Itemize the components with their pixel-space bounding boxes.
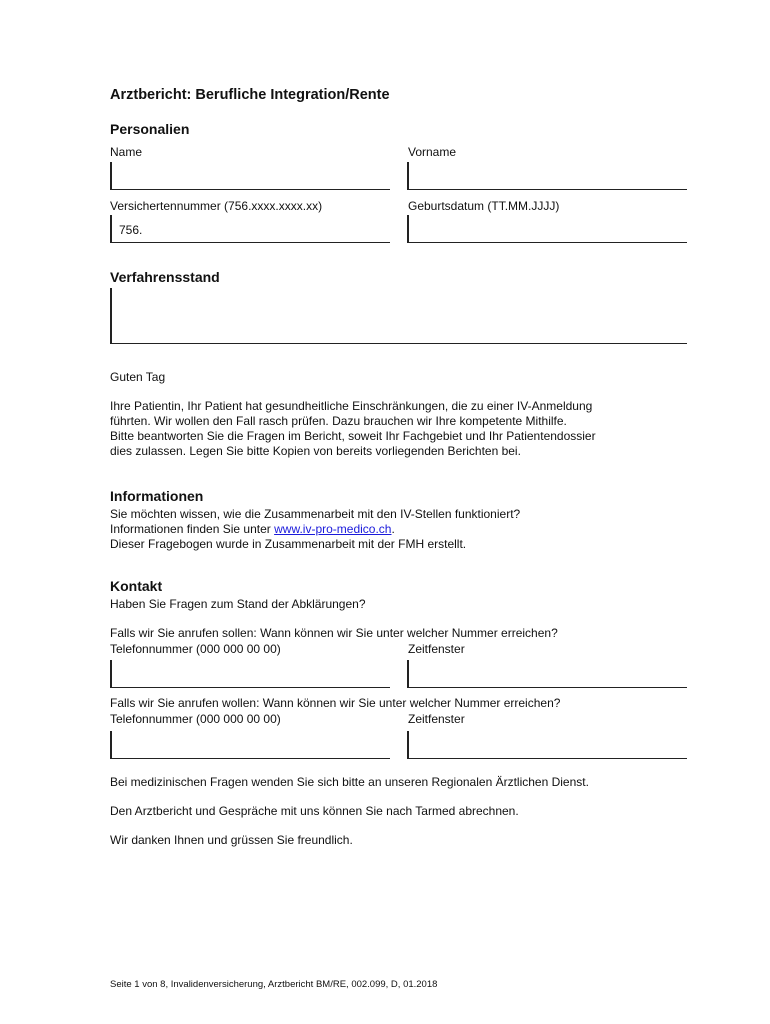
closing-line-thanks: Wir danken Ihnen und grüssen Sie freundlich. — [110, 833, 353, 847]
verfahrensstand-field[interactable] — [110, 288, 687, 344]
telefon-field-2[interactable] — [110, 731, 390, 759]
name-field[interactable] — [110, 162, 390, 190]
vorname-field[interactable] — [407, 162, 687, 190]
section-heading-personalien: Personalien — [110, 121, 190, 137]
versichertennummer-label: Versichertennummer (756.xxxx.xxxx.xx) — [110, 199, 323, 213]
versichertennummer-field[interactable] — [110, 215, 390, 243]
info-link-suffix: . — [391, 522, 395, 536]
closing-line-tarmed: Den Arztbericht und Gespräche mit uns können Sie nach Tarmed abrechnen. — [110, 804, 519, 818]
intro-line: Bitte beantworten Sie die Fragen im Bericht, soweit Ihr Fachgebiet und Ihr Patientendossier — [110, 429, 596, 443]
greeting: Guten Tag — [110, 370, 166, 384]
intro-line: Ihre Patientin, Ihr Patient hat gesundheitliche Einschränkungen, die zu einer IV-Anmeldung — [110, 399, 593, 413]
zeitfenster-field-2[interactable] — [407, 731, 687, 759]
zeitfenster-field-1[interactable] — [407, 660, 687, 688]
intro-paragraph — [110, 399, 596, 459]
iv-pro-medico-link[interactable]: www.iv-pro-medico.ch — [274, 522, 392, 536]
call-sollen-text: Falls wir Sie anrufen sollen: Wann können wir Sie unter welcher Nummer erreichen? — [110, 626, 558, 640]
name-label: Name — [110, 145, 143, 159]
intro-line: dies zulassen. Legen Sie bitte Kopien von bereits vorliegenden Berichten bei. — [110, 444, 521, 458]
page-title: Arztbericht: Berufliche Integration/Rente — [110, 87, 390, 103]
info-link-prefix: Informationen finden Sie unter — [110, 522, 275, 536]
section-heading-verfahrensstand: Verfahrensstand — [110, 269, 220, 285]
zeitfenster-label-2: Zeitfenster — [408, 712, 465, 726]
info-line: Dieser Fragebogen wurde in Zusammenarbeit mit der FMH erstellt. — [110, 537, 467, 551]
kontakt-question: Haben Sie Fragen zum Stand der Abklärungen? — [110, 597, 366, 611]
geburtsdatum-label: Geburtsdatum (TT.MM.JJJJ) — [408, 199, 560, 213]
telefon-label-1: Telefonnummer (000 000 00 00) — [110, 642, 281, 656]
informationen-paragraph — [110, 507, 520, 552]
versichertennummer-value: 756. — [119, 223, 143, 237]
info-line-link-row — [110, 522, 520, 537]
closing-line-rad: Bei medizinischen Fragen wenden Sie sich bitte an unseren Regionalen Ärztlichen Dienst. — [110, 775, 589, 789]
geburtsdatum-field[interactable] — [407, 215, 687, 243]
section-heading-kontakt: Kontakt — [110, 578, 163, 594]
page-footer: Seite 1 von 8, Invalidenversicherung, Arztbericht BM/RE, 002.099, D, 01.2018 — [110, 979, 438, 990]
telefon-field-1[interactable] — [110, 660, 390, 688]
telefon-label-2: Telefonnummer (000 000 00 00) — [110, 712, 281, 726]
vorname-label: Vorname — [408, 145, 457, 159]
info-line: Sie möchten wissen, wie die Zusammenarbeit mit den IV-Stellen funktioniert? — [110, 507, 521, 521]
zeitfenster-label-1: Zeitfenster — [408, 642, 465, 656]
intro-line: führten. Wir wollen den Fall rasch prüfen. Dazu brauchen wir Ihre kompetente Mithilfe. — [110, 414, 567, 428]
section-heading-informationen: Informationen — [110, 488, 204, 504]
call-wollen-text: Falls wir Sie anrufen wollen: Wann können wir Sie unter welcher Nummer erreichen? — [110, 696, 561, 710]
